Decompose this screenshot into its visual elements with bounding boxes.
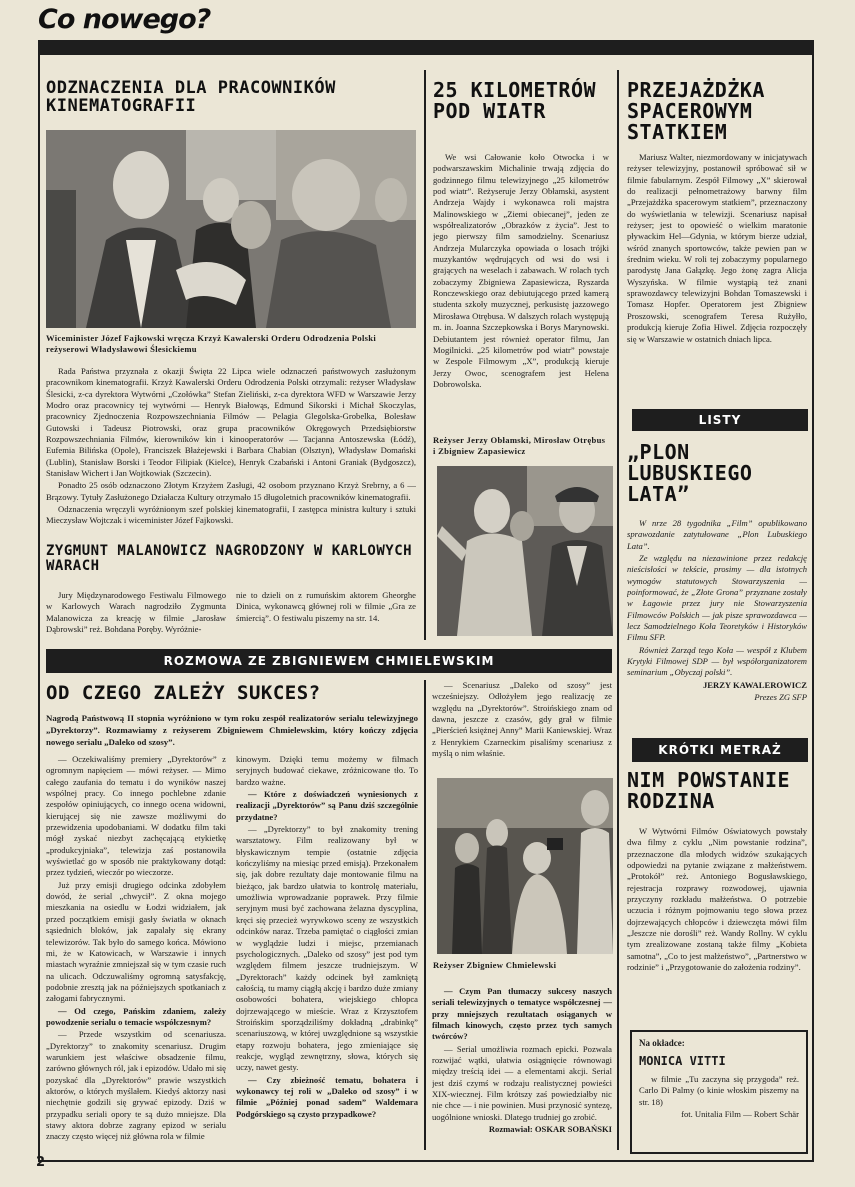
headline-plon: „PLON LUBUSKIEGO LATA” <box>627 440 753 506</box>
paragraph: nie to dzieli on z rumuńskim aktorem Gheorghe Dinica, wykonawcą głównej roli w filmie „Gra ze śmiercią”. O festiwalu piszemy na str. 14. <box>236 590 416 623</box>
interview-signature: Rozmawiał: OSKAR SOBAŃSKI <box>488 1124 612 1135</box>
paragraph: kinowym. Dzięki temu możemy w filmach seryjnych budować ciekawe, zróżnicowane tło. To bardzo ważne. <box>236 754 418 787</box>
cover-info-box <box>630 1030 808 1154</box>
headline-malanowicz: ZYGMUNT MALANOWICZ NAGRODZONY W KARLOWYCH WARACH <box>46 543 413 574</box>
cover-label: Na okładce: <box>639 1038 685 1048</box>
interview-col1 <box>46 754 226 1154</box>
interview-col3-top <box>432 680 612 776</box>
paragraph: Już przy emisji drugiego odcinka zdobyłem dowód, że serial „chwycił”. Z okna mojego mieszkania na osiedlu w Łodzi widziałem, jak przed początkiem emisji gasły światła w oknach sąsiednich bloków, jak zapalały się ekrany telewizorów. Tak było do samego końca. Mówiono mi, że w Katowicach, w Warszawie i innych miastach wyraźnie zmniejszał się w tym czasie ruch na ulicach. Odczuwaliśmy ogromną satysfakcję, podobnie zresztą jak na późniejszych spotkaniach z załogami fabrycznymi. <box>46 879 226 1004</box>
cover-credit: fot. Unitalia Film — Robert Schär <box>681 1109 799 1120</box>
masthead: Co nowego? <box>38 4 211 35</box>
headline-awards: ODZNACZENIA DLA PRACOWNIKÓW KINEMATOGRAFII <box>46 78 336 116</box>
paragraph: Ponadto 25 osób odznaczono Złotym Krzyżem Zasługi, 42 osobom przyznano Krzyż Srebrny, a 6 — Brązowy. Tytuły Zasłużonego Działacza Kultury otrzymało 15 długoletnich pracowników kinematografii. <box>46 480 416 502</box>
column-divider <box>617 70 619 1150</box>
photo-award-ceremony <box>46 130 416 328</box>
letter-signature-title: Prezes ZG SFP <box>754 692 807 703</box>
interview-lead: Nagrodą Państwową II stopnia wyróżniono w tym roku zespół realizatorów serialu telewizyjnego „Dyrektorzy”. Rozmawiamy z reżyserem Zbigniewem Chmielewskim, który kończy zdjęcia nowego serialu „Daleko od szosy”. <box>46 713 418 747</box>
paragraph: — Scenariusz „Daleko od szosy” jest wcześniejszy. Odłożyłem jego realizację ze względu na „Dyrektorów”. Stroińskiego znam od dawna, jeszcze z czasów, gdy grał w filmie „Pierścień księżnej Anny” Marii Kaniewskiej. Wraz z Henrykiem Czarneckim pisaliśmy scenariusz z myślą o nim właśnie. <box>432 680 612 759</box>
letter-body <box>627 518 807 714</box>
paragraph: W Wytwórni Filmów Oświatowych powstały dwa filmy z cyklu „Nim powstanie rodzina”, przeznaczone dla młodych widzów szukających odpowiedzi na pytanie związane z małżeństwem. „Protokół” reż. Antoniego Bogusławskiego, rejestracja rozprawy rozwodowej, ujawnia przyczyny rozkładu małżeństwa. O potrzebie uczucia i różnym pojmowaniu tego słowa przez dojrzewających chłopców i dziewczęta mówi film „Jeszcze nie dorośli” reż. Wandy Rollny. W cyklu tym zrealizowane zostaną także filmy „Kobieta samotna”, „Co to jest małżeństwo”, „Partnerstwo w rodzinie” i „Przygotowanie do założenia rodziny”. <box>627 826 807 973</box>
article-rodzina-body <box>627 826 807 1024</box>
headline-rodzina: NIM POWSTANIE RODZINA <box>627 768 791 813</box>
page-number: 2 <box>36 1155 46 1170</box>
paragraph: Odznaczenia wręczyli wyróżnionym szef polskiej kinematografii, I zastępca ministra kultury i sztuki Mieczysław Wojtczak i wiceminister Józef Fajkowski. <box>46 504 416 526</box>
paragraph: — Oczekiwaliśmy premiery „Dyrektorów” z ogromnym napięciem — mówi reżyser. — Mimo całego zaufania do tematu i do wyników naszej wspólnej pracy. Co innego pochlebne zdanie zespołów opiniujących, co innego ocena widowni, kierującej się nie zawsze możliwymi do przewidzenia upodobaniami. W dodatku film taki mógł zyskać niezbyt zachęcającą etykietkę „produkcyjniaka”, telewizja zaś postanowiła wyświetlać go w sposób nie praktykowany dotąd: przez tydzień, wieczór po wieczorze. <box>46 754 226 878</box>
headline-25km: 25 KILOMETRÓW POD WIATR <box>433 78 597 123</box>
question: — Od czego, Pańskim zdaniem, zależy powodzenie serialu o temacie współczesnym? <box>46 1005 226 1027</box>
photo-chmielewski-image <box>437 778 613 954</box>
paragraph: We wsi Całowanie koło Otwocka i w podwarszawskim Michalinie trwają zdjęcia do godzinnego filmu telewizyjnego „25 kilometrów pod wiatr”. Reżyseruje Jerzy Obłamski, asystent Andrzeja Wajdy i wykonawca roli majstra Malinowskiego w „Ziemi obiecanej”, jeden ze współrealizatorów „Obrazków z życia”. Jest to jego pierwszy film samodzielny. Scenariusz Andrzeja Mularczyka opowiada o losach trójki muzykantów wędrujących od wsi do wsi i grających na weselach i zabawach. W rolach tych zobaczymy Zbigniewa Zapasiewicza, Ryszarda Ronczewskiego oraz debiutującego przed kamerą studenta szkoły muzycznej, perkusistę jazzowego Mirosława Otrębusa. W dalszych rolach występują m. in. Joanna Szczepkowska i Borys Marynowski. Debiutantem jest również operator filmu, Jan Mogilnicki. „25 kilometrów pod wiatr” powstaje w Zespole Filmowym „X”, produkcją kieruje Jerzy Owoc, scenografem jest Helena Dobrowolska. <box>433 152 609 389</box>
paragraph: w filmie „Tu zaczyna się przygoda” reż. Carlo Di Palmy (o kinie włoskim piszemy na str. 18) <box>639 1074 799 1107</box>
section-bar-interview: ROZMOWA ZE ZBIGNIEWEM CHMIELEWSKIM <box>46 649 612 673</box>
column-divider <box>424 680 426 1150</box>
paragraph: Jury Międzynarodowego Festiwalu Filmowego w Karlowych Warach nagrodziło Zygmunta Malanowicza za kreację w filmie „Jarosław Dąbrowski” reż. Bohdana Poręby. Wyróżnie- <box>46 590 226 635</box>
article-malanowicz-col1 <box>46 590 226 640</box>
section-bar-listy: LISTY <box>632 409 808 431</box>
paragraph: Rada Państwa przyznała z okazji Święta 22 Lipca wiele odznaczeń państwowych zasłużonym pracownikom kinematografii. Krzyż Kawalerski Orderu Odrodzenia Polski otrzymali: reżyser Władysław Ślesicki, z-ca dyrektora Wytwórni „Czołówka” Stefan Zieliński, z-ca dyrektora WFD w Warszawie Jerzy Modro oraz pracownicy tej wytwórni — Henryk Białowąs, Edmund Sikorski i Michał Skoczylas, pracownicy Zjednoczenia Rozpowszechniania Filmów — Pelagia Glegolska-Grobelka, Bolesław Gutowski i Tadeusz Piotrowski, oraz grupa pracowników Okręgowych Przedsiębiorstw Rozpowszechniania Filmów, kierowników kin i kinooperatorów — Tacjanna Antoszewska (Łódź), Eufemia Bilińska (Opole), Franciszek Błażejewski i Barbara Chabian (Olsztyn), Władysław Domański (Lublin), Stanisław Borski i Teodor Filipiak (Kielce), Henryk Czabański i Antoni Graniak (Bydgoszcz), Stanisław Wichert i Jan Wojtkowiak (Szczecin). <box>46 366 416 479</box>
headline-statek: PRZEJAŻDŻKA SPACEROWYM STATKIEM <box>627 78 765 144</box>
caption-chmielewski: Reżyser Zbigniew Chmielewski <box>433 960 557 970</box>
cover-text <box>639 1074 799 1121</box>
paragraph: Również Zarząd tego Koła — wespół z Klubem Krytyki Filmowej SDP — był współorganizatorem seminarium „Obyczaj polski”. <box>627 644 807 678</box>
photo-25km <box>437 466 613 636</box>
question: — Czym Pan tłumaczy sukcesy naszych seriali telewizyjnych o tematyce współczesnej — przy mniejszych rezultatach osiąganych w filmach kinowych, często przez tych samych twórców? <box>432 986 612 1042</box>
caption-awards: Wiceminister Józef Fajkowski wręcza Krzyż Kawalerski Orderu Odrodzenia Polski reżyserowi Władysławowi Ślesickiemu <box>46 333 377 354</box>
article-statek-body <box>627 152 807 402</box>
question: — Które z doświadczeń wyniesionych z realizacji „Dyrektorów” są Panu dziś szczególnie przydatne? <box>236 789 418 822</box>
paragraph: — Przede wszystkim od scenariusza. „Dyrektorzy” to znakomity scenariusz. Drugim warunkiem jest właściwe obsadzenie filmu, zarówno głównych ról, jak i epizodów. Udało mi się pozyskać dla „Dyrektorów” prawie wszystkich aktorów, o których myślałem. Kiedyś aktorzy nasi niechętnie godzili się grywać epizody. Dziś w przypadku seriali opory te są dużo mniejsze. Dla stawy aktora dobrze zagrany epizod w serialu znaczy często więcej niż główna rola w filmie <box>46 1029 226 1142</box>
article-awards-body <box>46 366 416 536</box>
interview-col2 <box>236 754 418 1154</box>
paragraph: W nrze 28 tygodnika „Film” opublikowano sprawozdanie zatytułowane „Plon Lubuskiego Lata”. <box>627 518 807 551</box>
headline-sukces: OD CZEGO ZALEŻY SUKCES? <box>46 682 321 704</box>
caption-25km: Reżyser Jerzy Obłamski, Mirosław Otrębus i Zbigniew Zapasiewicz <box>433 435 606 456</box>
letter-signature: JERZY KAWALEROWICZ <box>702 679 807 690</box>
photo-chmielewski <box>437 778 613 954</box>
cover-name: MONICA VITTI <box>639 1054 726 1068</box>
paragraph: Ze względu na niezawinione przez redakcję nieścisłości w tekście, prosimy — dla istotnych wymogów statutowych Stowarzyszenia — poinformować, że „Złote Grona” przyznane zostały w Łagowie przez jury nie Stowarzyszenia Filmowców Polskich — jak pisze sprawozdawca — lecz Samodzielnego Koła Teoretyków i Historyków Filmu SFP. <box>627 553 807 643</box>
photo-25km-image <box>437 466 613 636</box>
column-divider <box>424 70 426 640</box>
article-25km-body <box>433 152 609 424</box>
photo-awards-image <box>46 130 416 328</box>
paragraph: — „Dyrektorzy” to był znakomity trening warsztatowy. Film realizowany był w błyskawicznym tempie (ostatnie zdjęcia kończyliśmy na miesiąc przed emisją). Przekonałem się, jak dobre rezultaty daje montowanie filmu na bieżąco, jak bardzo ułatwia to kontrolę materiału, umożliwia wprowadzanie poprawek. Przy filmie seryjnym musi być zachowana żelazna dyscyplina, kręci się przecież wyrywkowo sceny ze wszystkich odcinków naraz. Trzeba pamiętać o ciągłości zmian w wyglądzie ludzi i miejsc, przemianach psychologicznych. „Daleko od szosy” jest pod tym względem filmem jeszcze trudniejszym. W „Dyrektorach” każdy odcinek był zamkniętą całością, tu mamy ciągłą akcję i bardzo duże zmiany osobowości bohatera, wiejskiego chłopca dojrzewającego w mieście. Wraz z Krzysztofem Stroińskim sporządziliśmy dokładną „drabinkę” scenariuszową, w której uwzględnione są wszystkie etapy rozwoju bohatera, jego zmieniające się reakcje, wygląd zewnętrzny, słowa, których się uczy, nawet gesty. <box>236 824 418 1073</box>
section-bar-krotki-metraz: KRÓTKI METRAŻ <box>632 738 808 762</box>
article-malanowicz-col2 <box>236 590 416 640</box>
top-rule <box>38 40 814 55</box>
question: — Czy zbieżność tematu, bohatera i wykonawcy tej roli w „Daleko od szosy” i w filmie „Później ponad sadem” Waldemara Podgórskiego są czysto przypadkowe? <box>236 1074 418 1119</box>
paragraph: Mariusz Walter, niezmordowany w inicjatywach reżyser telewizyjny, postanowił spróbować sił w filmie fabularnym. Zespół Filmowy „X” skierował do realizacji pełnometrażowy barwny film „Przejażdżka spacerowym statkiem”, przeznaczony do wyświetlania w telewizji. Scenariusz napisał reżyser; jest to opowieść o wielkim maratonie pływackim Hel—Gdynia, w którym bierze udział, wśród znanych sportowców, także pewien pan w średnim wieku. W roli tej zobaczymy popularnego parodystę Jana Gałązkę. Jego żonę zagra Alicja Wyszyńska. W filmie wystąpią też znani sprawozdawcy telewizyjni Bohdan Tomaszewski i Tomasz Hopfer. Operatorem jest Zbigniew Proszowski, scenografem Teresa Rużyłło, produkcją kieruje Zofia Hiwel. Zdjęcia rozpoczęły się w Warszawie w ostatnich dniach lipca. <box>627 152 807 344</box>
interview-col3-bottom <box>432 986 612 1154</box>
paragraph: — Serial umożliwia rozmach epicki. Pozwala rozwijać wątki, ułatwia osiągnięcie równowagi między treścią idei — a elementami akcji. Serial jest dziś czymś w rodzaju realistycznej powieści XIX-wiecznej. Film krótszy zaś powiedziałby nic nie chce — i nie powinien. Musi przynosić syntezę, uogólnione wnioski. Dlatego trudniej go zrobić. <box>432 1043 612 1122</box>
